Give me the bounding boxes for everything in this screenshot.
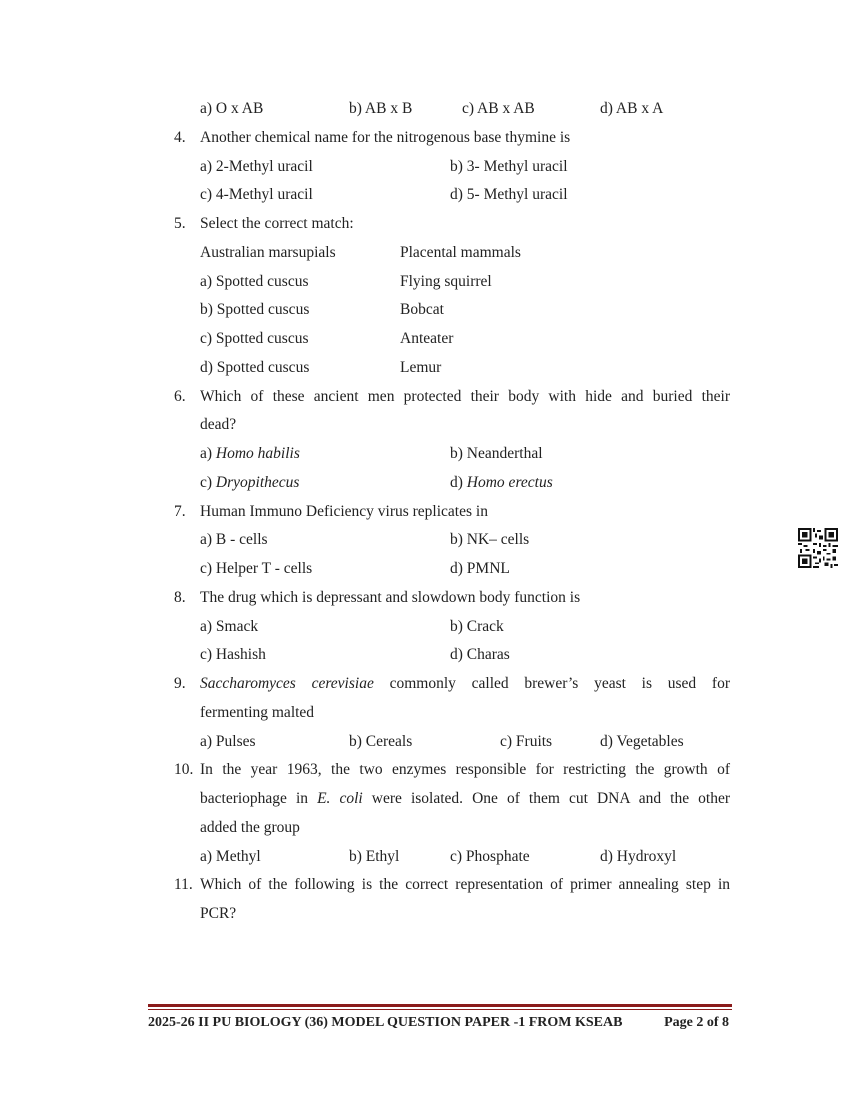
q6-option-c-prefix: c)	[200, 474, 213, 491]
footer-title: 2025-26 II PU BIOLOGY (36) MODEL QUESTION PAPER -1 FROM KSEAB	[148, 1015, 623, 1030]
q7-option-d: d) PMNL	[450, 560, 510, 577]
q4-option-b: b) 3- Methyl uracil	[450, 158, 568, 175]
q8-option-a: a) Smack	[200, 618, 259, 635]
q8-text: The drug which is depressant and slowdown body function is	[200, 589, 581, 606]
q4-number: 4.	[174, 129, 186, 146]
q10-text-line3: added the group	[200, 819, 300, 836]
q4-option-c: c) 4-Methyl uracil	[200, 186, 313, 203]
q3-option-d: d) AB x A	[600, 100, 664, 117]
q10-text-line2	[200, 789, 730, 809]
q6-option-c	[200, 473, 299, 493]
q6-option-d	[450, 473, 553, 493]
q11-text-line2: PCR?	[200, 905, 237, 922]
q5-row-d-right: Lemur	[400, 359, 442, 376]
q5-column-header-right: Placental mammals	[400, 244, 521, 261]
q9-option-c: c) Fruits	[500, 733, 553, 750]
q6-option-a	[200, 444, 300, 464]
q7-text: Human Immuno Deficiency virus replicates in	[200, 503, 488, 520]
q4-option-d: d) 5- Methyl uracil	[450, 186, 568, 203]
q10-option-d: d) Hydroxyl	[600, 848, 677, 865]
q10-organism-name: E. coli	[317, 790, 363, 807]
q10-option-b: b) Ethyl	[349, 848, 400, 865]
q3-option-c: c) AB x AB	[462, 100, 535, 117]
q5-row-b-right: Bobcat	[400, 301, 444, 318]
q10-text-line2-post: were isolated. One of them cut DNA and the other	[362, 790, 730, 807]
q6-option-c-text: Dryopithecus	[215, 474, 300, 491]
q5-row-c-left: c) Spotted cuscus	[200, 330, 309, 347]
q6-option-b: b) Neanderthal	[450, 445, 543, 462]
q10-option-a: a) Methyl	[200, 848, 261, 865]
q9-option-a: a) Pulses	[200, 733, 256, 750]
q5-number: 5.	[174, 215, 186, 232]
q5-column-header-left: Australian marsupials	[200, 244, 336, 261]
q7-option-b: b) NK– cells	[450, 531, 530, 548]
q6-option-d-prefix: d)	[450, 474, 463, 491]
q5-row-c-right: Anteater	[400, 330, 454, 347]
q3-option-b: b) AB x B	[349, 100, 413, 117]
q6-option-a-prefix: a)	[200, 445, 213, 462]
q7-number: 7.	[174, 503, 186, 520]
q8-number: 8.	[174, 589, 186, 606]
q7-option-c: c) Helper T - cells	[200, 560, 313, 577]
q9-number: 9.	[174, 675, 186, 692]
q6-option-d-text: Homo erectus	[466, 474, 553, 491]
q4-text: Another chemical name for the nitrogenous base thymine is	[200, 129, 571, 146]
q10-text-line1: In the year 1963, the two enzymes responsible for restricting the growth of	[200, 761, 730, 778]
q6-number: 6.	[174, 388, 186, 405]
q4-option-a: a) 2-Methyl uracil	[200, 158, 313, 175]
q11-text-line1: Which of the following is the correct representation of primer annealing step in	[200, 876, 730, 893]
footer-page-number: Page 2 of 8	[664, 1015, 729, 1030]
q6-text-line2: dead?	[200, 416, 237, 433]
q5-row-a-left: a) Spotted cuscus	[200, 273, 309, 290]
q8-option-d: d) Charas	[450, 646, 510, 663]
q9-species-name: Saccharomyces cerevisiae	[200, 675, 374, 692]
q6-option-a-text: Homo habilis	[215, 445, 300, 462]
q9-option-d: d) Vegetables	[600, 733, 684, 750]
q5-row-b-left: b) Spotted cuscus	[200, 301, 310, 318]
q10-option-c: c) Phosphate	[450, 848, 530, 865]
q9-text-line2: fermenting malted	[200, 704, 315, 721]
q9-text-line1-rest: commonly called brewer’s yeast is used for	[373, 675, 730, 692]
q5-text: Select the correct match:	[200, 215, 354, 232]
qr-code-icon	[798, 528, 838, 568]
q7-option-a: a) B - cells	[200, 531, 268, 548]
q10-number: 10.	[174, 761, 194, 778]
q9-option-b: b) Cereals	[349, 733, 413, 750]
footer-rule-thin	[148, 1009, 732, 1010]
q3-option-a: a) O x AB	[200, 100, 264, 117]
q6-text-line1: Which of these ancient men protected their body with hide and buried their	[200, 388, 730, 405]
q5-row-d-left: d) Spotted cuscus	[200, 359, 310, 376]
q11-number: 11.	[174, 876, 193, 893]
q8-option-c: c) Hashish	[200, 646, 266, 663]
q8-option-b: b) Crack	[450, 618, 504, 635]
footer-rule-thick	[148, 1004, 732, 1007]
q5-row-a-right: Flying squirrel	[400, 273, 492, 290]
q9-text-line1	[200, 674, 730, 694]
q10-text-line2-pre: bacteriophage in	[200, 790, 318, 807]
